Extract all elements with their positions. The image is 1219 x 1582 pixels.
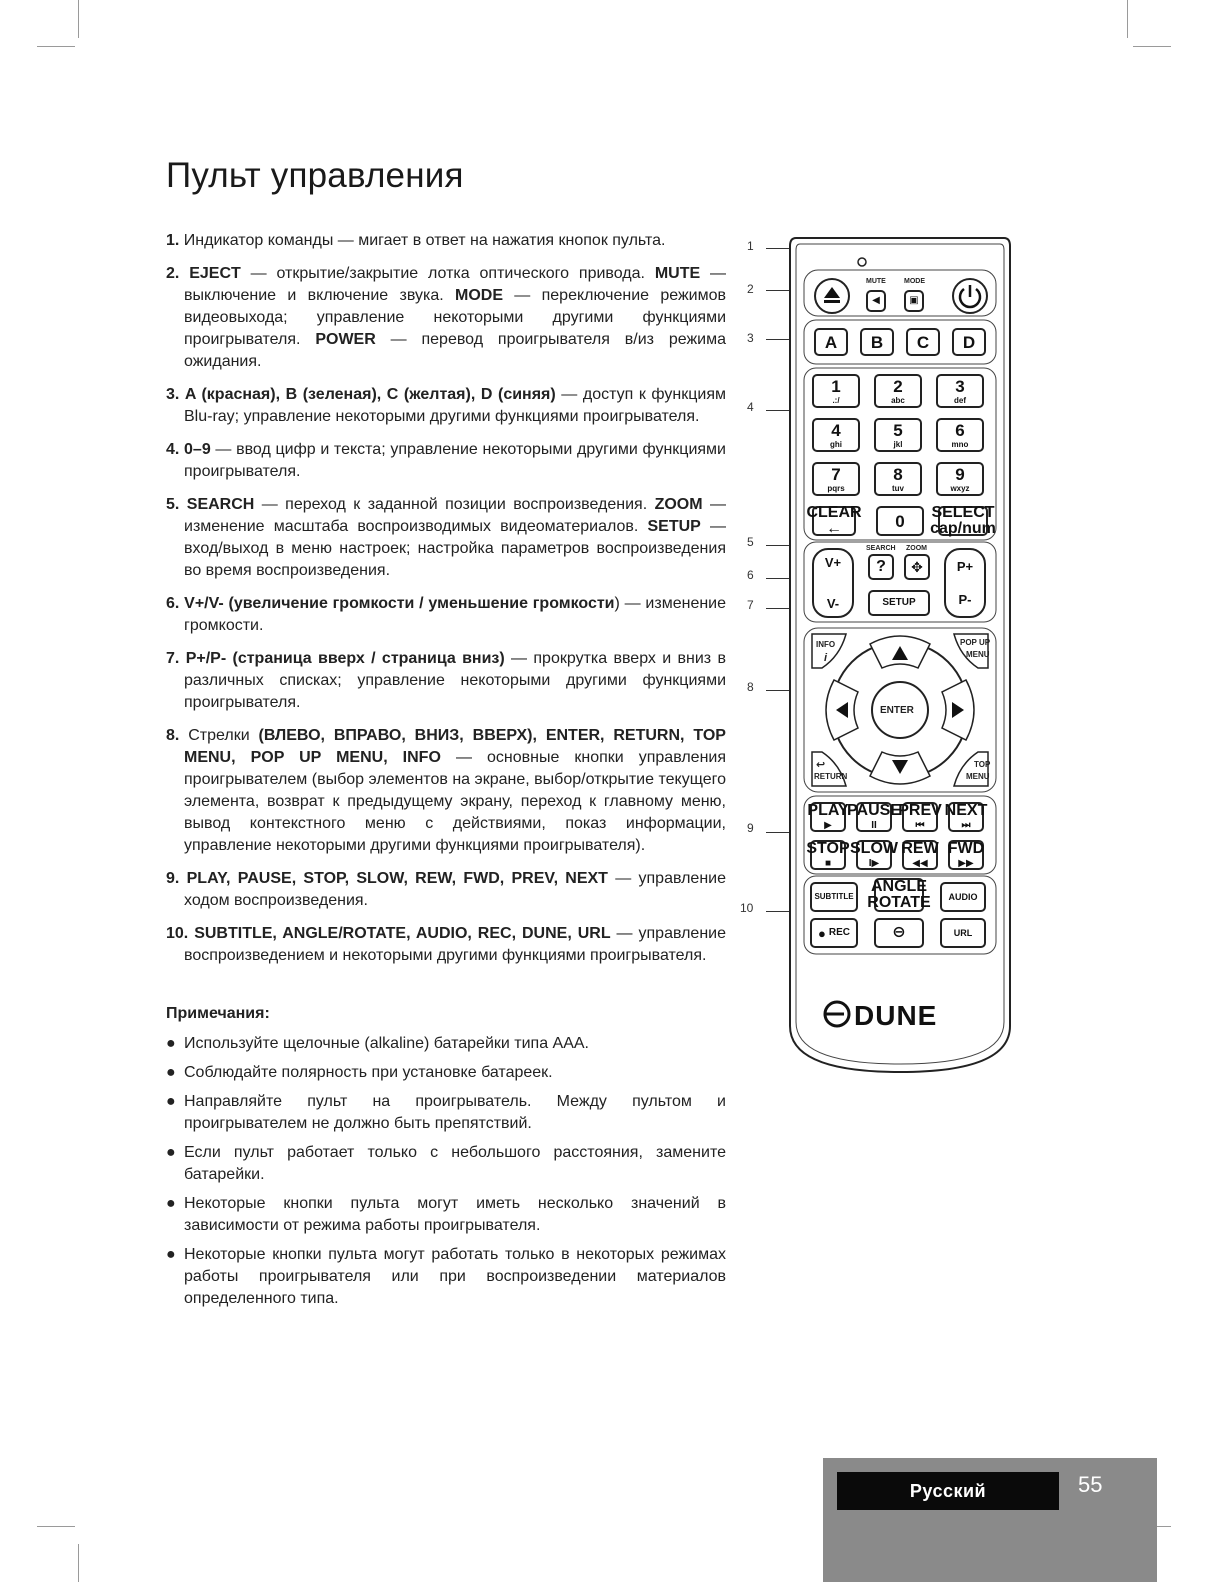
transport-label: STOP xyxy=(806,840,850,857)
color-button-a[interactable]: A xyxy=(814,328,848,356)
pause-icon: II xyxy=(871,820,877,831)
item-text: Индикатор команды — мигает в ответ на нажатия кнопок пульта. xyxy=(183,232,666,249)
item-text: — перевод проигрывателя в/из режима ожидания. xyxy=(184,331,727,370)
language-label: Русский xyxy=(837,1472,1059,1510)
transport-label: FWD xyxy=(947,840,985,857)
zoom-label: ZOOM xyxy=(906,545,927,552)
digit-sublabel: wxyz xyxy=(950,483,970,493)
digit-6-button[interactable] xyxy=(936,418,984,452)
item-number: 9. xyxy=(166,870,180,887)
item-number: 10. xyxy=(166,925,189,942)
item-text: SUBTITLE, ANGLE/ROTATE, AUDIO, REC, DUNE, URL xyxy=(194,925,611,942)
instruction-item xyxy=(166,263,726,373)
fwd-button[interactable] xyxy=(948,840,984,870)
item-text: ) — изменение громкости. xyxy=(184,595,727,634)
instruction-item xyxy=(166,230,726,252)
next-icon: ⏭ xyxy=(961,820,971,831)
digit-sublabel: tuv xyxy=(892,483,904,493)
select-button[interactable]: SELECT cap/num xyxy=(930,504,996,537)
transport-label: PREV xyxy=(898,802,942,819)
bullet-icon: ● xyxy=(166,1144,176,1161)
digit-1-button[interactable] xyxy=(812,374,860,408)
callout-number: 8 xyxy=(747,680,754,694)
prev-button[interactable] xyxy=(898,802,942,832)
item-text: P+/P- (страница вверх / страница вниз) xyxy=(185,650,505,667)
item-number: 1. xyxy=(166,232,180,249)
item-number: 7. xyxy=(166,650,180,667)
digit-5-button[interactable] xyxy=(874,418,922,452)
digit-9-button[interactable] xyxy=(936,462,984,496)
instruction-item xyxy=(166,868,726,912)
instruction-item xyxy=(166,384,726,428)
transport-label: NEXT xyxy=(944,802,988,819)
transport-label: PLAY xyxy=(807,802,849,819)
callout-number: 7 xyxy=(747,598,754,612)
notes-title: Примечания: xyxy=(166,1005,270,1022)
item-text: SETUP xyxy=(647,518,701,535)
note-item xyxy=(166,1091,726,1135)
audio-button[interactable]: AUDIO xyxy=(940,882,986,912)
item-number: 6. xyxy=(166,595,180,612)
digit-sublabel: ghi xyxy=(830,439,842,449)
stop-button[interactable] xyxy=(806,840,850,870)
subtitle-button[interactable]: SUBTITLE xyxy=(810,882,858,912)
popup-menu-label-2: MENU xyxy=(966,650,990,659)
crop-mark xyxy=(78,1544,79,1582)
mute-button[interactable]: ◀ xyxy=(866,290,886,312)
note-text: Используйте щелочные (alkaline) батарейки типа AAA. xyxy=(184,1035,589,1052)
callout-number: 3 xyxy=(747,331,754,345)
play-button[interactable] xyxy=(807,802,849,832)
notes-list xyxy=(166,1033,726,1310)
callout-number: 9 xyxy=(747,821,754,835)
digit-3-button[interactable] xyxy=(936,374,984,408)
digit-label: 7 xyxy=(831,464,841,484)
rec-button[interactable]: ● REC xyxy=(810,918,858,948)
digit-label: 2 xyxy=(893,376,903,396)
color-button-b[interactable]: B xyxy=(860,328,894,356)
item-text: POWER xyxy=(315,331,376,348)
bullet-icon: ● xyxy=(166,1195,176,1212)
transport-label: PAUSE xyxy=(847,802,901,819)
record-icon: ● xyxy=(818,925,826,941)
instruction-item xyxy=(166,923,726,967)
digit-label: 8 xyxy=(893,464,903,484)
item-text: — переключение режимов видеовыхода; управление некоторыми другими функциями проигрывателя. xyxy=(184,287,727,348)
callout-number: 5 xyxy=(747,535,754,549)
fwd-icon: ▶▶ xyxy=(958,858,974,869)
digit-sublabel: jkl xyxy=(893,439,903,449)
digit-4-button[interactable] xyxy=(812,418,860,452)
digit-label: 5 xyxy=(893,420,903,440)
note-text: Некоторые кнопки пульта могут работать только в некоторых режимах работы проигрывателя или при воспроизведении материалов определенного типа. xyxy=(184,1246,726,1307)
zoom-button[interactable]: ✥ xyxy=(904,554,930,580)
note-text: Направляйте пульт на проигрыватель. Между пультом и проигрывателем не должно быть препятствий. xyxy=(184,1093,726,1132)
transport-label: SLOW xyxy=(850,840,898,857)
color-button-d[interactable]: D xyxy=(952,328,986,356)
item-number: 4. xyxy=(166,441,180,458)
search-button[interactable]: ? xyxy=(868,554,894,580)
mode-button[interactable]: ▣ xyxy=(904,290,924,312)
note-text: Соблюдайте полярность при установке батареек. xyxy=(184,1064,553,1081)
item-number: 2. xyxy=(166,265,180,282)
rew-icon: ◀◀ xyxy=(912,858,928,869)
mute-label: MUTE xyxy=(866,278,886,285)
item-text: V+/V- (увеличение громкости / уменьшение громкости xyxy=(184,595,615,612)
digit-0-button[interactable]: 0 xyxy=(876,506,924,536)
callout-number: 4 xyxy=(747,400,754,414)
volume-rocker[interactable]: V+ V- xyxy=(812,548,854,618)
info-icon: i xyxy=(824,652,828,664)
note-item xyxy=(166,1062,726,1084)
top-menu-label-2: MENU xyxy=(966,772,990,781)
rew-button[interactable] xyxy=(902,840,938,870)
item-text: A (красная), B (зеленая), C (желтая), D (синяя) xyxy=(184,386,556,403)
digit-sublabel: def xyxy=(954,395,966,405)
next-button[interactable] xyxy=(944,802,988,832)
digit-label: 9 xyxy=(955,464,965,484)
crop-mark xyxy=(1133,46,1171,47)
item-number: 8. xyxy=(166,727,180,744)
slow-button[interactable] xyxy=(850,840,898,870)
bullet-icon: ● xyxy=(166,1246,176,1263)
item-text: — изменение масштаба воспроизводимых видеоматериалов. xyxy=(184,496,726,535)
mode-label: MODE xyxy=(904,278,925,285)
digit-label: 4 xyxy=(831,420,841,440)
item-text: (ВЛЕВО, ВПРАВО, ВНИЗ, ВВЕРХ), ENTER, RETURN, TOP MENU, POP UP MENU, INFO xyxy=(184,727,726,766)
item-text: — вход/выход в меню настроек; настройка параметров воспроизведения во время воспроизведения. xyxy=(184,518,726,579)
item-text: — ввод цифр и текста; управление некоторыми другими функциями проигрывателя. xyxy=(184,441,726,480)
callout-number: 2 xyxy=(747,282,754,296)
play-icon: ▶ xyxy=(824,820,832,831)
instruction-item xyxy=(166,648,726,714)
pause-button[interactable] xyxy=(847,802,901,832)
item-text: — доступ к функциям Blu-ray; управление некоторыми другими функциями проигрывателя. xyxy=(184,386,726,425)
instruction-item xyxy=(166,725,726,857)
bullet-icon: ● xyxy=(166,1035,176,1052)
digit-sublabel: pqrs xyxy=(827,483,845,493)
bullet-icon: ● xyxy=(166,1064,176,1081)
enter-button[interactable]: ENTER xyxy=(880,705,914,716)
item-number: 5. xyxy=(166,496,180,513)
top-menu-label-1[interactable]: TOP xyxy=(974,760,991,769)
digit-label: 3 xyxy=(955,376,965,396)
item-text: — управление ходом воспроизведения. xyxy=(184,870,727,909)
note-item xyxy=(166,1142,726,1186)
crop-mark xyxy=(37,46,75,47)
item-text: MODE xyxy=(455,287,503,304)
crop-mark xyxy=(1127,0,1128,38)
item-text: SEARCH xyxy=(186,496,255,513)
item-number: 3. xyxy=(166,386,180,403)
note-text: Некоторые кнопки пульта могут иметь несколько значений в зависимости от режима работы проигрывателя. xyxy=(184,1195,726,1234)
note-item xyxy=(166,1033,726,1055)
item-text: ZOOM xyxy=(654,496,703,513)
page-number: 55 xyxy=(1078,1472,1103,1497)
item-text: Стрелки xyxy=(188,727,259,744)
digit-7-button[interactable] xyxy=(812,462,860,496)
digit-2-button[interactable] xyxy=(874,374,922,408)
callout-number: 1 xyxy=(747,239,754,253)
page-title: Пульт управления xyxy=(166,156,464,195)
dune-logo-icon: ⊖ xyxy=(892,924,906,941)
content-column xyxy=(166,230,726,1317)
dune-button[interactable] xyxy=(874,918,924,948)
item-text: — выключение и включение звука. xyxy=(184,265,726,304)
item-text: — управление воспроизведением и некоторыми другими функциями проигрывателя. xyxy=(184,925,727,964)
crop-mark xyxy=(78,0,79,38)
digit-sublabel: mno xyxy=(951,439,969,449)
item-text: MUTE xyxy=(654,265,701,282)
remote-control-illustration xyxy=(788,236,1012,1074)
angle-rotate-button[interactable]: ANGLE ROTATE xyxy=(867,878,931,911)
url-button[interactable]: URL xyxy=(940,918,986,948)
callout-number: 6 xyxy=(747,568,754,582)
item-text: — переход к заданной позиции воспроизведения. xyxy=(254,496,655,513)
note-item xyxy=(166,1193,726,1237)
callout-number: 10 xyxy=(740,901,754,915)
slow-icon: I▶ xyxy=(868,858,880,869)
digit-8-button[interactable] xyxy=(874,462,922,496)
item-text: PLAY, PAUSE, STOP, SLOW, REW, FWD, PREV, NEXT xyxy=(186,870,608,887)
note-text: Если пульт работает только с небольшого расстояния, замените батарейки. xyxy=(184,1144,726,1183)
setup-button[interactable]: SETUP xyxy=(868,590,930,616)
stop-icon: ■ xyxy=(824,858,832,869)
instruction-item xyxy=(166,439,726,483)
instruction-list xyxy=(166,230,726,967)
digit-label: 1 xyxy=(831,376,841,396)
item-text: — основные кнопки управления проигрывателем (выбор элементов на экране, выбор/открытие текущего элемента, возврат к предыдущему экрану, переход к главному меню, вывод контекстного меню с действиями, показ информации, управление некоторыми другими функциями проигрывателя). xyxy=(184,749,727,854)
item-text: — открытие/закрытие лотка оптического привода. xyxy=(240,265,655,282)
popup-menu-label-1[interactable]: POP UP xyxy=(960,638,991,647)
search-label: SEARCH xyxy=(866,545,896,552)
transport-label: REW xyxy=(901,840,939,857)
item-text: 0–9 xyxy=(184,441,211,458)
return-label[interactable]: RETURN xyxy=(814,772,848,781)
instruction-item xyxy=(166,593,726,637)
instruction-item xyxy=(166,494,726,582)
digit-sublabel: .:/ xyxy=(832,395,840,405)
item-text: — прокрутка вверх и вниз в различных списках; управление некоторыми другими функциями проигрывателя. xyxy=(184,650,726,711)
digit-sublabel: abc xyxy=(891,395,905,405)
bullet-icon: ● xyxy=(166,1093,176,1110)
crop-mark xyxy=(37,1526,75,1527)
note-item xyxy=(166,1244,726,1310)
item-text: EJECT xyxy=(189,265,241,282)
prev-icon: ⏮ xyxy=(915,820,925,831)
brand-logo: DUNE xyxy=(854,1000,938,1031)
return-icon: ↩ xyxy=(816,759,826,771)
info-label[interactable]: INFO xyxy=(816,640,836,649)
color-button-c[interactable]: C xyxy=(906,328,940,356)
page-rocker[interactable]: P+ P- xyxy=(944,548,986,618)
digit-label: 6 xyxy=(955,420,965,440)
clear-button[interactable]: CLEAR ← xyxy=(806,504,862,537)
